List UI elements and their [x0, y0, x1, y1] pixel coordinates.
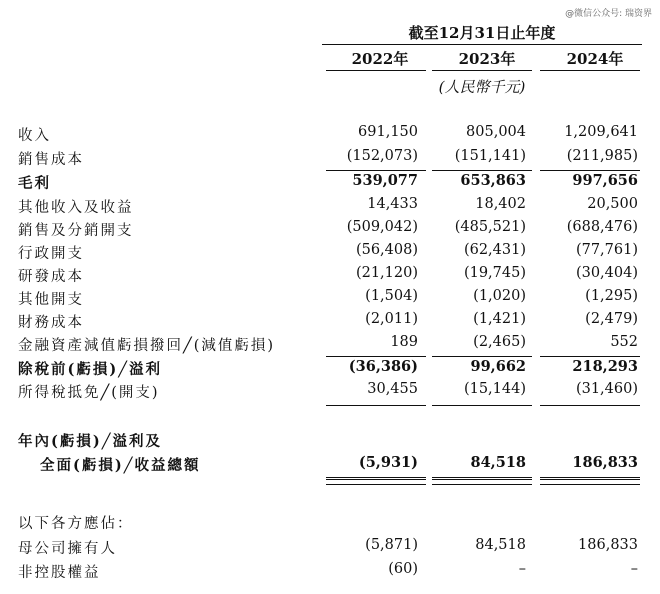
total-double-rule [540, 477, 640, 480]
row-label: 研發成本 [18, 269, 84, 285]
total-double-rule [432, 484, 532, 485]
table-row [0, 537, 660, 559]
period-header: 截至12月31日止年度 [408, 24, 556, 42]
value-2024: 552 [610, 334, 638, 350]
value-2023: 805,004 [466, 124, 526, 140]
value-2024: (2,479) [585, 311, 638, 327]
year-rule [432, 70, 532, 71]
value-2024: (211,985) [566, 148, 638, 164]
total-label-row [0, 430, 660, 452]
table-row [0, 288, 660, 310]
row-label: 金融資產減值虧損撥回╱(減值虧損) [18, 338, 276, 354]
table-row [0, 148, 660, 170]
table-row [0, 219, 660, 241]
subtotal-rule [540, 170, 640, 171]
row-label: 財務成本 [18, 315, 84, 331]
value-2022: (1,504) [365, 288, 418, 304]
value-2023: (62,431) [463, 242, 526, 258]
total-double-rule [432, 477, 532, 480]
value-2023: 18,402 [475, 196, 526, 212]
table-row [0, 242, 660, 264]
attributable-heading-row [0, 512, 660, 534]
total-value-2023: 84,518 [470, 454, 526, 471]
table-row [0, 172, 660, 194]
row-label: 銷售成本 [18, 152, 84, 168]
year-rule [326, 70, 426, 71]
subtotal-rule [326, 356, 426, 357]
value-2024: – [630, 561, 638, 577]
table-row [0, 196, 660, 218]
watermark: @微信公众号: 瑞资界 [565, 9, 652, 19]
value-2022: (60) [388, 561, 418, 577]
total-label-line2: 全面(虧損)╱收益總額 [40, 457, 201, 474]
value-2022: (21,120) [355, 265, 418, 281]
value-2024: 1,209,641 [564, 124, 638, 140]
value-2023: – [518, 561, 526, 577]
value-2022: 30,455 [367, 381, 418, 397]
row-label: 毛利 [18, 175, 51, 192]
value-2023: (1,421) [473, 311, 526, 327]
value-2023: (19,745) [463, 265, 526, 281]
total-label-line1: 年內(虧損)╱溢利及 [18, 433, 162, 450]
subtotal-rule [432, 356, 532, 357]
value-2023: (2,465) [473, 334, 526, 350]
total-double-rule [326, 484, 426, 485]
value-2022: 189 [390, 334, 418, 350]
row-label: 其他收入及收益 [18, 200, 134, 216]
subtotal-rule [326, 170, 426, 171]
table-row [0, 311, 660, 333]
value-2022: (2,011) [365, 311, 418, 327]
unit-label: (人民幣千元) [438, 78, 526, 96]
table-row [0, 358, 660, 380]
subtotal-rule [432, 405, 532, 406]
value-2022: 691,150 [358, 124, 418, 140]
value-2024: (30,404) [575, 265, 638, 281]
year-2022: 2022年 [351, 50, 409, 68]
value-2023: 653,863 [460, 172, 526, 189]
value-2024: 997,656 [572, 172, 638, 189]
table-row [0, 334, 660, 356]
subtotal-rule [432, 170, 532, 171]
row-label: 所得稅抵免╱(開支) [18, 385, 160, 401]
value-2023: (151,141) [454, 148, 526, 164]
value-2022: (5,871) [365, 537, 418, 553]
value-2022: (56,408) [355, 242, 418, 258]
total-double-rule [326, 477, 426, 480]
total-double-rule [540, 484, 640, 485]
value-2024: (77,761) [575, 242, 638, 258]
row-label: 銷售及分銷開支 [18, 223, 134, 239]
table-row [0, 561, 660, 583]
value-2023: (485,521) [454, 219, 526, 235]
row-label: 其他開支 [18, 292, 84, 308]
table-row [0, 265, 660, 287]
table-row [0, 381, 660, 403]
value-2024: 20,500 [587, 196, 638, 212]
subtotal-rule [326, 405, 426, 406]
attributable-heading: 以下各方應佔： [18, 516, 134, 532]
value-2024: (31,460) [575, 381, 638, 397]
subtotal-rule [540, 356, 640, 357]
value-2023: (15,144) [463, 381, 526, 397]
value-2022: (36,386) [348, 358, 418, 375]
value-2022: (509,042) [346, 219, 418, 235]
value-2023: 99,662 [470, 358, 526, 375]
value-2024: (688,476) [566, 219, 638, 235]
value-2022: 539,077 [352, 172, 418, 189]
row-label: 母公司擁有人 [18, 541, 117, 557]
row-label: 收入 [18, 128, 51, 144]
row-label: 行政開支 [18, 246, 84, 262]
value-2023: 84,518 [475, 537, 526, 553]
value-2024: (1,295) [585, 288, 638, 304]
value-2022: 14,433 [367, 196, 418, 212]
value-2023: (1,020) [473, 288, 526, 304]
year-2023: 2023年 [458, 50, 516, 68]
total-value-2022: (5,931) [358, 454, 418, 471]
total-row [0, 454, 660, 476]
total-value-2024: 186,833 [572, 454, 638, 471]
row-label: 非控股權益 [18, 565, 101, 581]
value-2024: 186,833 [578, 537, 638, 553]
table-row [0, 124, 660, 146]
year-2024: 2024年 [566, 50, 624, 68]
year-rule [540, 70, 640, 71]
value-2024: 218,293 [572, 358, 638, 375]
row-label: 除稅前(虧損)╱溢利 [18, 361, 162, 378]
period-rule [322, 44, 642, 45]
value-2022: (152,073) [346, 148, 418, 164]
subtotal-rule [540, 405, 640, 406]
